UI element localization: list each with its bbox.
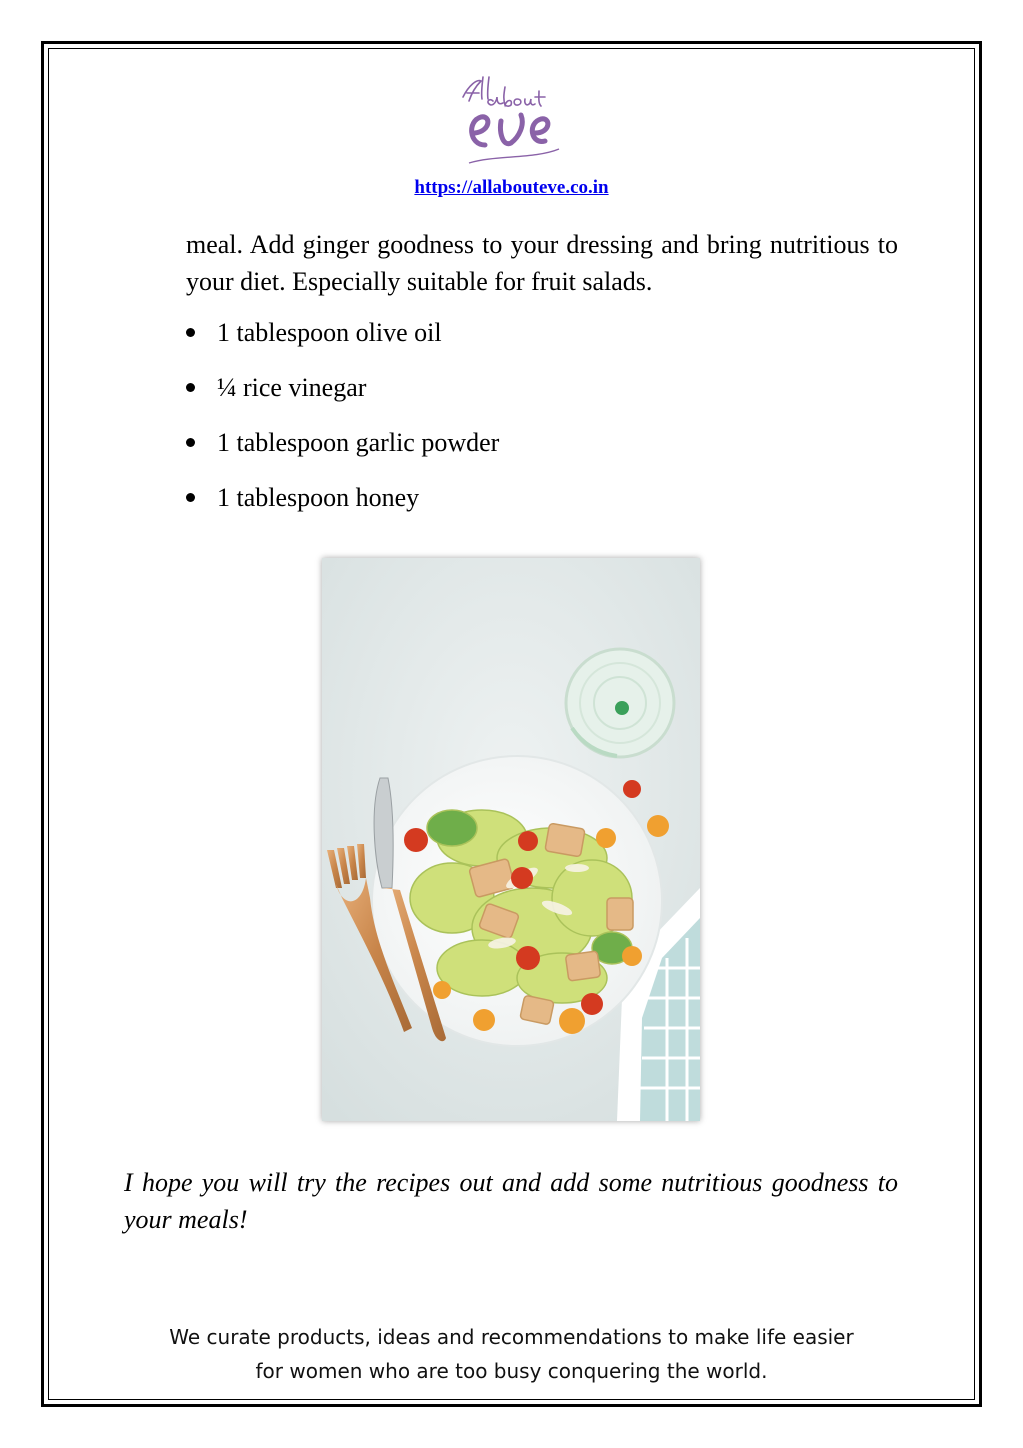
footer-line-2: for women who are too busy conquering the world. [255,1359,768,1383]
list-item [186,477,886,532]
ingredient-text: ¼ rice vinegar [217,373,367,402]
intro-paragraph: meal. Add ginger goodness to your dressing and bring nutritious to your diet. Especially suitable for fruit salads. [186,230,898,296]
ingredient-text: 1 tablespoon honey [217,483,420,512]
list-item [186,422,886,477]
glass-icon [566,649,674,757]
footer-line-1: We curate products, ideas and recommendations to make life easier [169,1325,854,1349]
bullet-icon [186,493,195,502]
closing-paragraph: I hope you will try the recipes out and add some nutritious goodness to your meals! [124,1168,898,1234]
ingredient-text: 1 tablespoon olive oil [217,318,442,347]
list-item [186,367,886,422]
bullet-icon [186,383,195,392]
all-about-eve-logo [455,75,570,170]
website-link[interactable]: https://allabouteve.co.in [414,177,609,198]
footer-tagline [0,1320,1023,1388]
ingredient-list [186,312,886,532]
salad-photo [322,558,700,1121]
bullet-icon [186,328,195,337]
ingredient-text: 1 tablespoon garlic powder [217,428,500,457]
bullet-icon [186,438,195,447]
salad-plate-illustration [322,558,700,1121]
list-item [186,312,886,367]
